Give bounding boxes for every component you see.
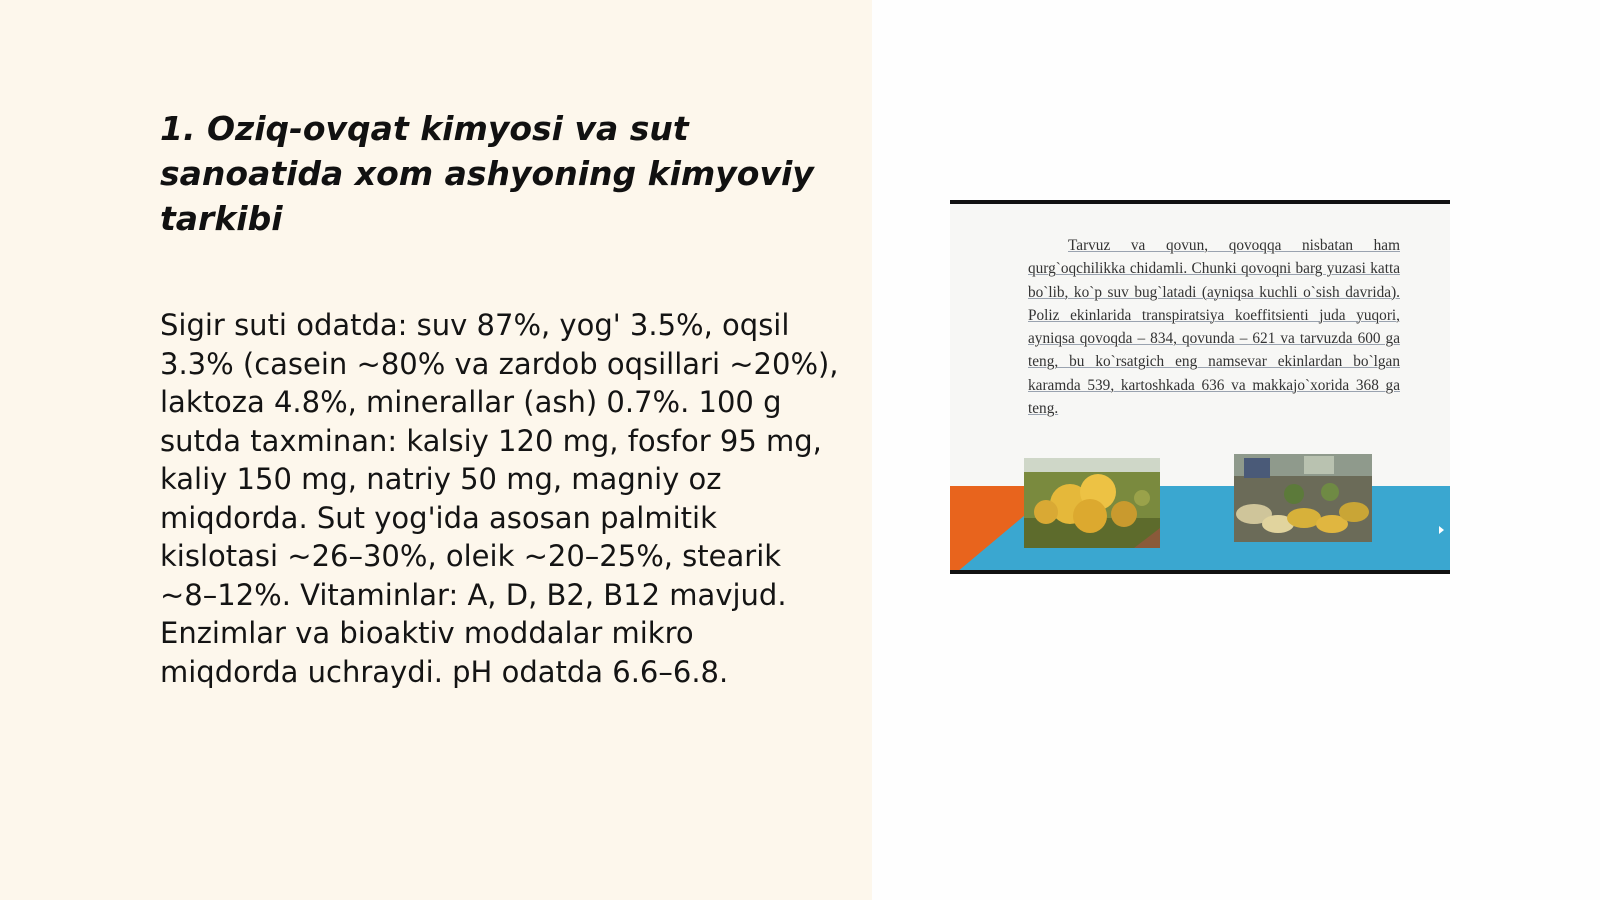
embedded-slide-text: Tarvuz va qovun, qovoqqa nisbatan ham qurg`oqchilikka chidamli. Chunki qovoqni barg yuzasi katta bo`lib, ko`p suv bug`latadi (ayniqsa kuchli o`sish davrida). Poliz ekinlarida transpiratsiya koeffitsienti juda yuqori, ayniqsa qovoqda – 834, qovunda – 621 va tarvuzda 600 ga teng, bu ko`rsatgich eng namsevar ekinlardan bo`lgan karamda 539, kartoshkada 636 va makkajo`xorida 368 ga teng.	[1028, 237, 1400, 418]
embedded-slide-image	[950, 200, 1450, 574]
mouse-pointer-icon	[1439, 526, 1444, 534]
melons-photo	[1024, 458, 1160, 548]
slide-body-text: Sigir suti odatda: suv 87%, yog' 3.5%, oqsil 3.3% (casein ~80% va zardob oqsillari ~20%), laktoza 4.8%, minerallar (ash) 0.7%. 100 g sutda taxminan: kalsiy 120 mg, fosfor 95 mg, kaliy 150 mg, natriy 50 mg, magniy oz miqdorda. Sut yog'ida asosan palmitik kislotasi ~26–30%, oleik ~20–25%, stearik ~8–12%. Vitaminlar: A, D, B2, B12 mavjud. Enzimlar va bioaktiv moddalar mikro miqdorda uchraydi. pH odatda 6.6–6.8.	[160, 308, 839, 689]
market-photo	[1234, 454, 1372, 542]
slide-title: 1. Oziq-ovqat kimyosi va sut sanoatida xom ashyoning kimyoviy tarkibi	[160, 109, 814, 238]
